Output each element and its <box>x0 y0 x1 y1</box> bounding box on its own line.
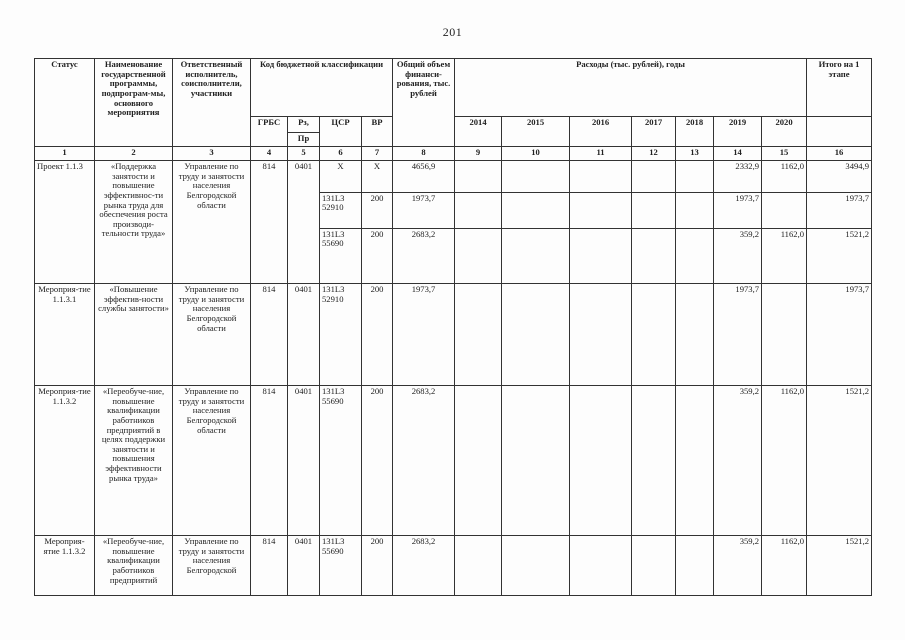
col-num: 16 <box>807 147 872 161</box>
col-num: 1 <box>35 147 95 161</box>
col-num: 15 <box>762 147 807 161</box>
header-year-2017: 2017 <box>632 117 676 147</box>
activity2-total: 2683,2 <box>393 386 455 536</box>
activity2-executor: Управление по труду и занятости населения Белгородской области <box>173 386 251 536</box>
activity3-name: «Переобуче-ние, повышение квалификации работников предприятий <box>95 536 173 596</box>
project-2019: 359,2 <box>714 228 762 283</box>
activity1-name: «Повышение эффектив-ности службы занятости» <box>95 284 173 386</box>
project-stage: 1521,2 <box>807 228 872 283</box>
activity2-2020: 1162,0 <box>762 386 807 536</box>
activity3-grbs: 814 <box>251 536 288 596</box>
activity1-vr: 200 <box>362 284 393 386</box>
project-2019: 2332,9 <box>714 161 762 193</box>
col-num: 11 <box>570 147 632 161</box>
activity3-rzpr: 0401 <box>288 536 320 596</box>
header-budget-code: Код бюджетной классификации <box>251 59 393 117</box>
activity3-csr: 131L3 55690 <box>320 536 362 596</box>
col-num: 8 <box>393 147 455 161</box>
activity1-stage: 1973,7 <box>807 284 872 386</box>
table-row <box>35 161 872 193</box>
col-num: 5 <box>288 147 320 161</box>
budget-table <box>34 58 872 596</box>
project-total: 2683,2 <box>393 228 455 283</box>
project-stage: 1973,7 <box>807 192 872 228</box>
header-year-2016: 2016 <box>570 117 632 147</box>
col-num: 12 <box>632 147 676 161</box>
project-vr: 200 <box>362 192 393 228</box>
header-rz: Рз, <box>288 117 320 133</box>
col-num: 9 <box>455 147 502 161</box>
col-num: 3 <box>173 147 251 161</box>
activity1-rzpr: 0401 <box>288 284 320 386</box>
project-grbs: 814 <box>251 161 288 284</box>
project-2020 <box>762 192 807 228</box>
col-num: 7 <box>362 147 393 161</box>
project-rzpr: 0401 <box>288 161 320 284</box>
project-stage: 3494,9 <box>807 161 872 193</box>
table-row <box>35 284 872 386</box>
col-num: 13 <box>676 147 714 161</box>
header-executor: Ответственный исполнитель, соисполнители, участники <box>173 59 251 147</box>
header-stage-total: Итого на 1 этапе <box>807 59 872 117</box>
header-total-volume: Общий объем финанси-рования, тыс. рублей <box>393 59 455 147</box>
activity1-grbs: 814 <box>251 284 288 386</box>
project-vr: X <box>362 161 393 193</box>
header-year-2020: 2020 <box>762 117 807 147</box>
project-total: 1973,7 <box>393 192 455 228</box>
project-csr: 131L3 55690 <box>320 228 362 283</box>
activity3-total: 2683,2 <box>393 536 455 596</box>
activity3-executor: Управление по труду и занятости населения Белгородской <box>173 536 251 596</box>
header-grbs: ГРБС <box>251 117 288 147</box>
activity3-2019: 359,2 <box>714 536 762 596</box>
activity2-vr: 200 <box>362 386 393 536</box>
col-num: 14 <box>714 147 762 161</box>
activity2-status: Мероприя-тие 1.1.3.2 <box>35 386 95 536</box>
activity2-stage: 1521,2 <box>807 386 872 536</box>
header-year-2015: 2015 <box>502 117 570 147</box>
activity2-rzpr: 0401 <box>288 386 320 536</box>
header-stage-empty <box>807 117 872 147</box>
project-csr: 131L3 52910 <box>320 192 362 228</box>
activity2-2019: 359,2 <box>714 386 762 536</box>
col-num: 2 <box>95 147 173 161</box>
header-year-2018: 2018 <box>676 117 714 147</box>
project-2019: 1973,7 <box>714 192 762 228</box>
activity1-2020 <box>762 284 807 386</box>
table-row <box>35 386 872 536</box>
activity1-total: 1973,7 <box>393 284 455 386</box>
page-number: 201 <box>442 25 463 39</box>
activity1-status: Мероприя-тие 1.1.3.1 <box>35 284 95 386</box>
activity3-stage: 1521,2 <box>807 536 872 596</box>
project-name: «Поддержка занятости и повышение эффективнос-ти рынка труда для обеспечения роста производи-тельности труда» <box>95 161 173 284</box>
activity3-vr: 200 <box>362 536 393 596</box>
table-row <box>35 536 872 596</box>
project-executor: Управление по труду и занятости населения Белгородской области <box>173 161 251 284</box>
project-2020: 1162,0 <box>762 161 807 193</box>
activity3-status: Мероприя-ятие 1.1.3.2 <box>35 536 95 596</box>
header-pr: Пр <box>288 133 320 147</box>
activity2-name: «Переобуче-ние, повышение квалификации работников предприятий в целях поддержки занятости и повышения эффективности рынка труда» <box>95 386 173 536</box>
header-status: Статус <box>35 59 95 147</box>
project-status: Проект 1.1.3 <box>35 161 95 284</box>
col-num: 4 <box>251 147 288 161</box>
header-year-2019: 2019 <box>714 117 762 147</box>
header-csr: ЦСР <box>320 117 362 147</box>
header-name: Наименование государственной программы, подпрограм-мы, основного мероприятия <box>95 59 173 147</box>
activity1-csr: 131L3 52910 <box>320 284 362 386</box>
header-expenses: Расходы (тыс. рублей), годы <box>455 59 807 117</box>
activity3-2020: 1162,0 <box>762 536 807 596</box>
col-num: 10 <box>502 147 570 161</box>
project-vr: 200 <box>362 228 393 283</box>
activity2-csr: 131L3 55690 <box>320 386 362 536</box>
activity1-executor: Управление по труду и занятости населения Белгородской области <box>173 284 251 386</box>
activity2-grbs: 814 <box>251 386 288 536</box>
project-total: 4656,9 <box>393 161 455 193</box>
header-year-2014: 2014 <box>455 117 502 147</box>
project-csr: X <box>320 161 362 193</box>
header-vr: ВР <box>362 117 393 147</box>
activity1-2019: 1973,7 <box>714 284 762 386</box>
project-2020: 1162,0 <box>762 228 807 283</box>
col-num: 6 <box>320 147 362 161</box>
column-number-row <box>35 147 872 161</box>
